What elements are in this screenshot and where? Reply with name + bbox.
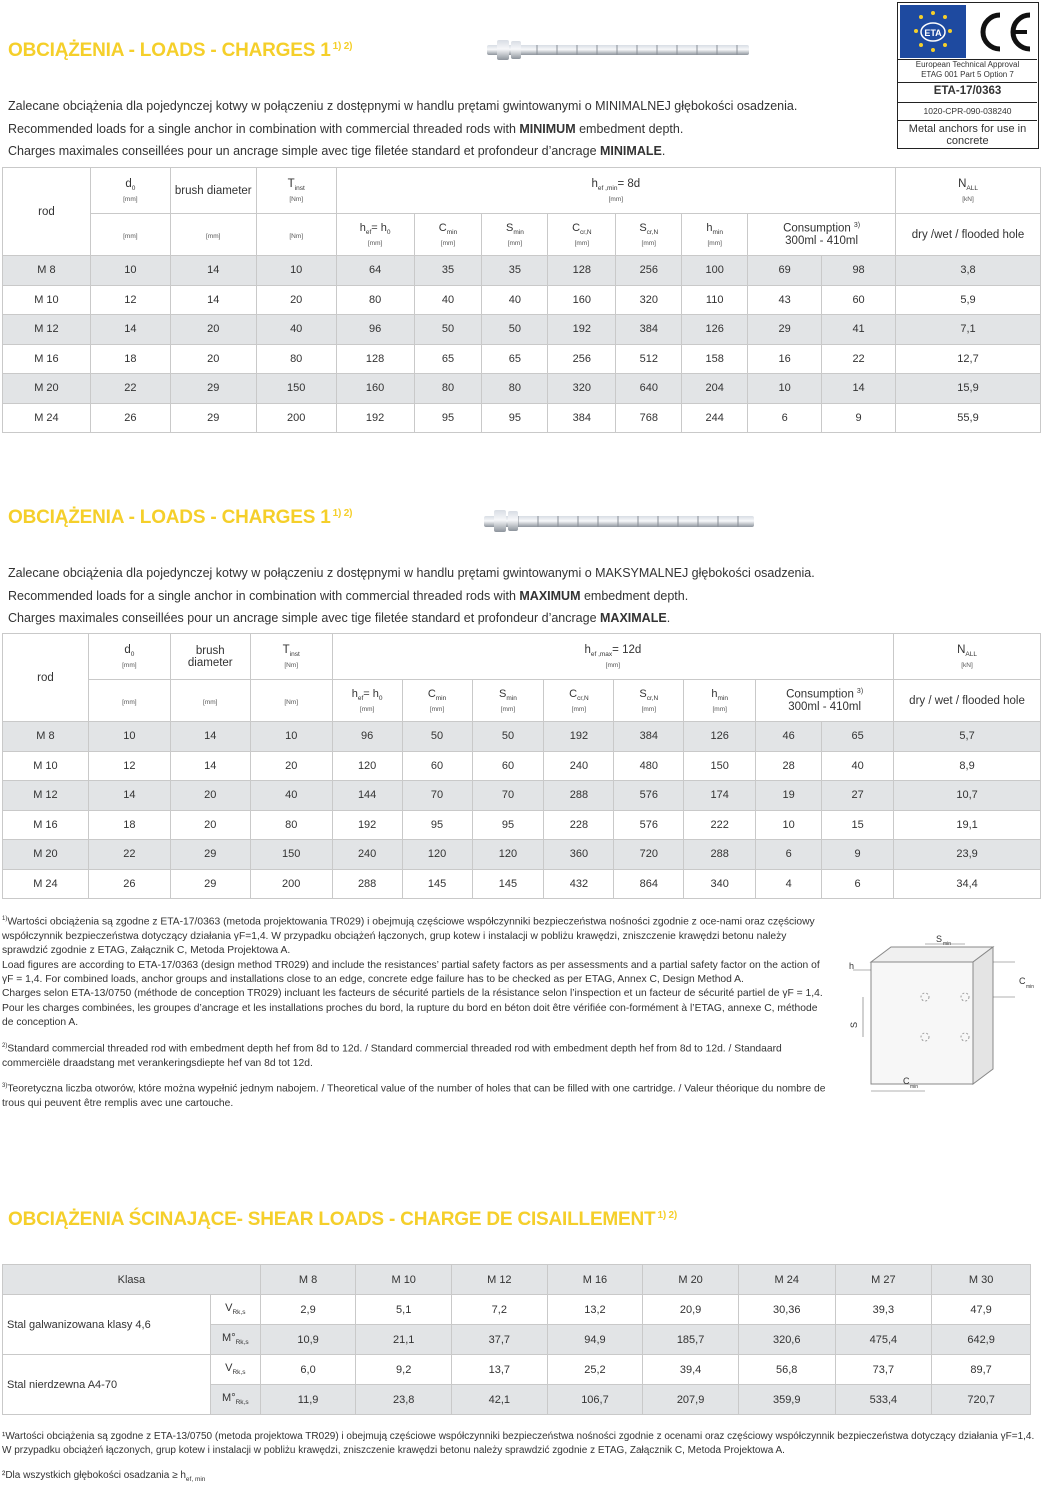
shear-value: 7,2: [452, 1295, 548, 1325]
threaded-rod-image-2: [484, 508, 762, 534]
cell-smin: 145: [472, 869, 544, 899]
cell-nall: 19,1: [894, 810, 1041, 840]
cell-hmin: 174: [684, 781, 756, 811]
intro-pl-2: Zalecane obciążenia dla pojedynczej kotwy w połączeniu z dostępnymi w handlu prętami gwintowanymi o MAKSYMALNEJ głębokości osadzenia.: [8, 566, 815, 580]
cell-rod: M 10: [3, 285, 91, 315]
table-row: [3, 722, 1041, 752]
cell-d0: 12: [88, 751, 170, 781]
cell-rod: M 8: [3, 722, 89, 752]
cell-cmin: 120: [402, 840, 472, 870]
shear-value: 11,9: [260, 1385, 356, 1415]
shear-value: 94,9: [547, 1325, 643, 1355]
header-brush: brush diameter: [170, 168, 256, 214]
header-rod-2: rod: [3, 634, 89, 722]
cell-c300: 10: [748, 374, 822, 404]
header-scrn-2: $S_{cr,N}$ [mm]: [614, 680, 684, 722]
cell-c300: 29: [748, 315, 822, 345]
shear-value: 23,8: [356, 1385, 452, 1415]
cell-hmin: 126: [682, 315, 748, 345]
cell-c410: 41: [822, 315, 896, 345]
shear-value: 5,1: [356, 1295, 452, 1325]
table-row: [3, 344, 1041, 374]
footnotes-shear: [2, 1430, 1042, 1487]
cell-rod: M 20: [3, 840, 89, 870]
intro-pl: Zalecane obciążenia dla pojedynczej kotwy w połączeniu z dostępnymi w handlu prętami gwintowanymi o MINIMALNEJ głębokości osadzenia.: [8, 99, 798, 113]
shear-value: 642,9: [932, 1325, 1031, 1355]
shear-value: 10,9: [260, 1325, 356, 1355]
header-nall: $N_{ALL}$ [kN]: [896, 168, 1041, 214]
shear-value: 47,9: [932, 1295, 1031, 1325]
shear-value: 39,4: [643, 1355, 739, 1385]
cell-tinst: 10: [256, 256, 336, 286]
shear-value: 39,3: [835, 1295, 932, 1325]
intro-fr-2: Charges maximales conseillées pour un ancrage simple avec tige filetée standard et profondeur d’ancrage MAXIMALE.: [8, 611, 671, 625]
header-consumption-2: Consumption $^{3)}$ 300ml - 410ml: [756, 680, 894, 722]
intro-en: Recommended loads for a single anchor in combination with commercial threaded rods with MINIMUM embedment depth.: [8, 121, 684, 136]
cell-scrn: 256: [616, 256, 682, 286]
cell-rod: M 16: [3, 344, 91, 374]
cell-brush: 14: [170, 256, 256, 286]
shear-value: 30,36: [738, 1295, 835, 1325]
cell-brush: 29: [170, 869, 250, 899]
shear-value: 13,7: [452, 1355, 548, 1385]
header-hef: $h_{ef ,min}= 8d$ [mm]: [336, 168, 895, 214]
shear-header-size: M 30: [932, 1265, 1031, 1295]
shear-value: 20,9: [643, 1295, 739, 1325]
cell-smin: 60: [472, 751, 544, 781]
cell-c300: 43: [748, 285, 822, 315]
cell-smin: 80: [482, 374, 548, 404]
cell-d0: 22: [90, 374, 170, 404]
header-hmin-2: $h_{min}$ [mm]: [684, 680, 756, 722]
cell-tinst: 20: [256, 285, 336, 315]
shear-header-size: M 8: [260, 1265, 356, 1295]
cell-scrn: 576: [614, 781, 684, 811]
shear-quantity-label: $V_{Rk,s}$: [210, 1355, 260, 1385]
cell-scrn: 720: [614, 840, 684, 870]
cell-tinst: 40: [250, 781, 332, 811]
cell-ccrn: 384: [548, 403, 616, 433]
cell-hef: 96: [332, 722, 402, 752]
cell-nall: 12,7: [896, 344, 1041, 374]
shear-value: 9,2: [356, 1355, 452, 1385]
footnote-1-pl: $^{1)}$Wartości obciążenia są zgodne z ETA-17/0363 (metoda projektowania TR029) i obejmują częściowe współczynniki bezpieczeństwa nośności zgodnie z oce-nami oraz częściowy współczynnik bezpieczeństwa dotyczący działania γF=1,4. W przypadku obciążeń łączonych, grup kotew i instalacji w pobliżu krawędzi, zniszczenie krawędzi betonu należy sprawdzić zgodnie z ETAG, Załącznik C, Metoda Projektowa A.: [2, 916, 815, 957]
cell-c410: 40: [822, 751, 894, 781]
cell-smin: 50: [482, 315, 548, 345]
shear-value: 42,1: [452, 1385, 548, 1415]
cell-cmin: 95: [414, 403, 482, 433]
cell-rod: M 24: [3, 869, 89, 899]
cell-tinst: 20: [250, 751, 332, 781]
cell-hmin: 110: [682, 285, 748, 315]
cell-nall: 5,7: [894, 722, 1041, 752]
cell-cmin: 40: [414, 285, 482, 315]
shear-value: 25,2: [547, 1355, 643, 1385]
cell-d0: 10: [90, 256, 170, 286]
footnote-2: $^{2)}$Standard commercial threaded rod with embedment depth hef from 8d to 12d. / Standard commercial threaded rod with embedment depth hef from 8d to 12d. / Standaard commerciële draadstang met verankeringsdiepte hef van 8d tot 12d.: [2, 1042, 782, 1069]
cell-ccrn: 160: [548, 285, 616, 315]
header-brush-2: brush diameter: [170, 634, 250, 680]
shear-value: 533,4: [835, 1385, 932, 1415]
cell-scrn: 384: [614, 722, 684, 752]
ce-mark-logo: [970, 7, 1036, 57]
cell-brush: 29: [170, 403, 256, 433]
table-row: [3, 810, 1041, 840]
cell-d0: 14: [88, 781, 170, 811]
section1-title: OBCIĄŻENIA - LOADS - CHARGES 1 $^{1) 2)}$: [8, 40, 353, 61]
cell-c300: 46: [756, 722, 822, 752]
cell-smin: 95: [482, 403, 548, 433]
cell-rod: M 12: [3, 315, 91, 345]
loads-table-min: rod $d_0$ [mm] brush diameter $T_{inst}$ [Nm] $h_{ef ,min}= 8d$ [mm] $N_{ALL}$ [kN] [mm] [mm] [Nm] $h_{ef}= h_0$ [mm] $C_{min}$ [mm] $S_{min}$ [mm] $C_{cr,N}$ [mm] $S_{cr,N}$ [mm] $h_{min}$ [mm] Consumption $^{3)}$ 300ml - 410ml dry /wet / flooded hole M 8 10 14 10 64 35 35 128 256 100 69 98 3,8 M 10 12 14 20 80 40 40 160 320 110 43 60 5,9 M 12 14 20 40 96 50 50 192 384 126 29 41 7,1 M 16 18 20 80 128 65 65 256 512 158 16 22 12,7 M 20 22 29 150 160 80 80 320 640 204 10 14 15,9 M 24 26 29 200 192 95 95 384 768 244 6 9 55,9: [2, 167, 1041, 433]
cell-hef: 144: [332, 781, 402, 811]
shear-header-size: M 27: [835, 1265, 932, 1295]
shear-value: 106,7: [547, 1385, 643, 1415]
cell-hmin: 126: [684, 722, 756, 752]
cell-hmin: 204: [682, 374, 748, 404]
cell-brush: 20: [170, 344, 256, 374]
cell-scrn: 576: [614, 810, 684, 840]
cell-rod: M 20: [3, 374, 91, 404]
shear-footnote-2: ²Dla wszystkich głębokości osadzania ≥ $h_{ef, min}$: [2, 1469, 206, 1483]
cell-hef: 240: [332, 840, 402, 870]
header-hef-h0-2: $h_{ef}= h_0$ [mm]: [332, 680, 402, 722]
table-row: [3, 315, 1041, 345]
cell-scrn: 320: [616, 285, 682, 315]
diagram-cmin-label: C: [1019, 976, 1026, 986]
header-hef-2: $h_{ef ,max}= 12d$ [mm]: [332, 634, 893, 680]
section1-intro: [8, 95, 797, 163]
header-scrn: $S_{cr,N}$ [mm]: [616, 214, 682, 256]
header-d0: $d_0$ [mm]: [90, 168, 170, 214]
cell-nall: 15,9: [896, 374, 1041, 404]
cell-tinst: 10: [250, 722, 332, 752]
cell-brush: 20: [170, 315, 256, 345]
cell-ccrn: 128: [548, 256, 616, 286]
footnote-3: $^{3)}$Teoretyczna liczba otworów, które można wypełnić jednym nabojem. / Theoretical value of the number of holes that can be filled with one cartridge. / Valeur théorique du nombre de trous qui peuvent être remplis avec une cartouche.: [2, 1082, 826, 1109]
header-cmin-2: $C_{min}$ [mm]: [402, 680, 472, 722]
cell-smin: 50: [472, 722, 544, 752]
header-ccrn-2: $C_{cr,N}$ [mm]: [544, 680, 614, 722]
cell-hmin: 158: [682, 344, 748, 374]
table-row: [3, 285, 1041, 315]
cell-nall: 7,1: [896, 315, 1041, 345]
table-row: [3, 781, 1041, 811]
shear-header-size: M 16: [547, 1265, 643, 1295]
cell-rod: M 16: [3, 810, 89, 840]
shear-value: 185,7: [643, 1325, 739, 1355]
cell-smin: 95: [472, 810, 544, 840]
cell-nall: 10,7: [894, 781, 1041, 811]
cell-brush: 14: [170, 751, 250, 781]
shear-value: 89,7: [932, 1355, 1031, 1385]
cell-d0: 12: [90, 285, 170, 315]
cell-scrn: 480: [614, 751, 684, 781]
section2-intro: [8, 562, 815, 630]
cell-hef: 160: [336, 374, 414, 404]
cell-ccrn: 192: [548, 315, 616, 345]
cell-nall: 23,9: [894, 840, 1041, 870]
threaded-rod-image: [487, 38, 757, 62]
eta-certificate: 1020-CPR-090-038240: [923, 106, 1012, 116]
cell-c300: 6: [756, 840, 822, 870]
cell-c410: 6: [822, 869, 894, 899]
svg-text:min: min: [1026, 984, 1035, 990]
cell-smin: 70: [472, 781, 544, 811]
cell-hef: 288: [332, 869, 402, 899]
cell-cmin: 145: [402, 869, 472, 899]
cell-d0: 10: [88, 722, 170, 752]
header-tinst-2: $T_{inst}$ [Nm]: [250, 634, 332, 680]
cell-hmin: 288: [684, 840, 756, 870]
table-row: [3, 869, 1041, 899]
cell-d0: 26: [88, 869, 170, 899]
cell-cmin: 65: [414, 344, 482, 374]
svg-text:min: min: [943, 941, 952, 947]
shear-header-size: M 10: [356, 1265, 452, 1295]
cell-hmin: 340: [684, 869, 756, 899]
shear-header-size: M 12: [452, 1265, 548, 1295]
cell-hef: 192: [332, 810, 402, 840]
edge-distance-diagram: [843, 932, 1042, 1097]
cell-nall: 34,4: [894, 869, 1041, 899]
header-tinst: $T_{inst}$ [Nm]: [256, 168, 336, 214]
header-nall-2: $N_{ALL}$ [kN]: [894, 634, 1041, 680]
cell-hmin: 222: [684, 810, 756, 840]
shear-header-klasa: Klasa: [3, 1265, 261, 1295]
cell-hef: 128: [336, 344, 414, 374]
section2-title: OBCIĄŻENIA - LOADS - CHARGES 1 $^{1) 2)}$: [8, 507, 353, 528]
cell-hef: 192: [336, 403, 414, 433]
intro-fr: Charges maximales conseillées pour un ancrage simple avec tige filetée standard et profondeur d’ancrage MINIMALE.: [8, 144, 666, 158]
cell-ccrn: 288: [544, 781, 614, 811]
shear-quantity-label: $M^\circ_{Rk,s}$: [210, 1385, 260, 1415]
cell-c410: 9: [822, 840, 894, 870]
shear-value: 720,7: [932, 1385, 1031, 1415]
cell-c410: 9: [822, 403, 896, 433]
shear-material: Stal nierdzewna A4-70: [3, 1355, 211, 1415]
eta-number: ETA-17/0363: [933, 85, 1002, 97]
cell-c300: 4: [756, 869, 822, 899]
table-row: [3, 256, 1041, 286]
cell-hef: 120: [332, 751, 402, 781]
cell-tinst: 40: [256, 315, 336, 345]
cell-ccrn: 360: [544, 840, 614, 870]
cell-brush: 14: [170, 722, 250, 752]
table-row: [3, 751, 1041, 781]
cell-brush: 29: [170, 840, 250, 870]
shear-header-size: M 20: [643, 1265, 739, 1295]
shear-loads-table: [2, 1264, 1031, 1415]
cell-tinst: 150: [250, 840, 332, 870]
shear-value: 320,6: [738, 1325, 835, 1355]
header-smin: $S_{min}$ [mm]: [482, 214, 548, 256]
cell-ccrn: 240: [544, 751, 614, 781]
header-hole-2: dry / wet / flooded hole: [894, 680, 1041, 722]
table-row: [3, 374, 1041, 404]
cell-ccrn: 256: [548, 344, 616, 374]
table-row: [3, 403, 1041, 433]
header-ccrn: $C_{cr,N}$ [mm]: [548, 214, 616, 256]
header-hef-h0: $h_{ef}= h_0$ [mm]: [336, 214, 414, 256]
cell-smin: 120: [472, 840, 544, 870]
cell-rod: M 10: [3, 751, 89, 781]
cell-c410: 98: [822, 256, 896, 286]
cell-hef: 96: [336, 315, 414, 345]
cell-nall: 55,9: [896, 403, 1041, 433]
cell-scrn: 384: [616, 315, 682, 345]
cell-hmin: 150: [684, 751, 756, 781]
intro-en-2: Recommended loads for a single anchor in combination with commercial threaded rods with MAXIMUM embedment depth.: [8, 588, 689, 603]
header-consumption: Consumption $^{3)}$ 300ml - 410ml: [748, 214, 896, 256]
cell-hef: 80: [336, 285, 414, 315]
shear-row: [3, 1355, 1031, 1385]
cell-c410: 27: [822, 781, 894, 811]
cell-smin: 35: [482, 256, 548, 286]
cell-c410: 14: [822, 374, 896, 404]
cell-brush: 14: [170, 285, 256, 315]
eta-description: Metal anchors for use in concrete: [908, 123, 1027, 147]
cell-hmin: 100: [682, 256, 748, 286]
cell-tinst: 150: [256, 374, 336, 404]
cell-d0: 14: [90, 315, 170, 345]
cell-cmin: 50: [402, 722, 472, 752]
cell-ccrn: 192: [544, 722, 614, 752]
diagram-smin-label: S: [936, 934, 943, 944]
cell-d0: 18: [88, 810, 170, 840]
cell-brush: 29: [170, 374, 256, 404]
cell-c300: 69: [748, 256, 822, 286]
footnote-1-en: Load figures are according to ETA-17/0363 (design method TR029) and include the resistances’ partial safety factors as per assessments and a partial safety factor on the action of γF = 1,4. For combined loads, anchor groups and installations close to an edge, concrete edge failure has to be checked as per ETAG, Annex C, Design Method A.: [2, 959, 820, 986]
cell-tinst: 200: [256, 403, 336, 433]
section3-title: OBCIĄŻENIA ŚCINAJĄCE- SHEAR LOADS - CHARGE DE CISAILLEMENT $^{1) 2)}$: [8, 1209, 678, 1230]
cell-hmin: 244: [682, 403, 748, 433]
shear-quantity-label: $M^\circ_{Rk,s}$: [210, 1325, 260, 1355]
cell-cmin: 80: [414, 374, 482, 404]
diagram-smin-vertical-label: S: [849, 1021, 859, 1028]
footnotes-loads: [2, 912, 827, 1111]
cell-hef: 64: [336, 256, 414, 286]
shear-value: 207,9: [643, 1385, 739, 1415]
header-smin-2: $S_{min}$ [mm]: [472, 680, 544, 722]
cell-c410: 60: [822, 285, 896, 315]
cell-tinst: 80: [250, 810, 332, 840]
cell-smin: 65: [482, 344, 548, 374]
cell-d0: 18: [90, 344, 170, 374]
cell-d0: 26: [90, 403, 170, 433]
cell-c300: 10: [756, 810, 822, 840]
eta-title: European Technical Approval ETAG 001 Part 5 Option 7: [915, 60, 1020, 79]
cell-ccrn: 228: [544, 810, 614, 840]
table-row: [3, 840, 1041, 870]
cell-nall: 5,9: [896, 285, 1041, 315]
cell-brush: 20: [170, 781, 250, 811]
cell-brush: 20: [170, 810, 250, 840]
cell-rod: M 8: [3, 256, 91, 286]
shear-row: [3, 1295, 1031, 1325]
cell-cmin: 50: [414, 315, 482, 345]
cell-tinst: 80: [256, 344, 336, 374]
cell-c300: 28: [756, 751, 822, 781]
cell-d0: 22: [88, 840, 170, 870]
shear-footnote-1: ¹Wartości obciążenia są zgodne z ETA-13/0750 (metoda projektowa TR029) i obejmują częściowe współczynniki bezpieczeństwa nośności zgodnie z ocenami oraz częściowy współczynnik bezpieczeństwa dotyczący działania γF=1,4. W przypadku obciążeń łączonych, grup kotew i instalacji w pobliżu krawędzi, zniszczenie krawędzi betonu należy sprawdzić zgodnie z ETAG, Załącznik C, Metoda Projektowa A.: [2, 1431, 1035, 1457]
cell-c410: 65: [822, 722, 894, 752]
cell-smin: 40: [482, 285, 548, 315]
header-d0-2: $d_0$ [mm]: [88, 634, 170, 680]
shear-value: 359,9: [738, 1385, 835, 1415]
cell-nall: 3,8: [896, 256, 1041, 286]
eta-flag-logo: [900, 5, 966, 58]
cell-c300: 6: [748, 403, 822, 433]
diagram-cmin-bottom-label: C: [903, 1076, 910, 1086]
cell-cmin: 60: [402, 751, 472, 781]
cell-scrn: 512: [616, 344, 682, 374]
header-rod: rod: [3, 168, 91, 256]
cell-rod: M 12: [3, 781, 89, 811]
cell-c300: 19: [756, 781, 822, 811]
cell-tinst: 200: [250, 869, 332, 899]
cell-cmin: 35: [414, 256, 482, 286]
shear-material: Stal galwanizowana klasy 4,6: [3, 1295, 211, 1355]
shear-value: 6,0: [260, 1355, 356, 1385]
cell-c410: 15: [822, 810, 894, 840]
cell-scrn: 640: [616, 374, 682, 404]
shear-header-size: M 24: [738, 1265, 835, 1295]
diagram-h-label: h: [849, 961, 855, 971]
cell-c300: 16: [748, 344, 822, 374]
header-cmin: $C_{min}$ [mm]: [414, 214, 482, 256]
shear-value: 13,2: [547, 1295, 643, 1325]
loads-table-max: rod $d_0$ [mm] brush diameter $T_{inst}$ [Nm] $h_{ef ,max}= 12d$ [mm] $N_{ALL}$ [kN] [mm] [mm] [Nm] $h_{ef}= h_0$ [mm] $C_{min}$ [mm] $S_{min}$ [mm] $C_{cr,N}$ [mm] $S_{cr,N}$ [mm] $h_{min}$ [mm] Consumption $^{3)}$ 300ml - 410ml dry / wet / flooded hole M 8 10 14 10 96 50 50 192 384 126 46 65 5,7 M 10 12 14 20 120 60 60 240 480 150 28 40 8,9 M 12 14 20 40 144 70 70 288 576 174 19 27 10,7 M 16 18 20 80 192 95 95 228 576 222 10 15 19,1 M 20 22 29 150 240 120 120 360 720 288 6 9 23,9 M 24 26 29 200 288 145 145 432 864 340 4 6 34,4: [2, 633, 1041, 899]
cell-scrn: 864: [614, 869, 684, 899]
shear-value: 475,4: [835, 1325, 932, 1355]
svg-text:min: min: [910, 1084, 919, 1090]
cell-ccrn: 432: [544, 869, 614, 899]
cell-scrn: 768: [616, 403, 682, 433]
shear-value: 56,8: [738, 1355, 835, 1385]
header-hmin: $h_{min}$ [mm]: [682, 214, 748, 256]
footnote-1-fr: Charges selon ETA-13/0750 (méthode de conception TR029) incluant les facteurs de sécurité partiels de la résistance selon l’inspection et un facteur de sécurité partiel de γF = 1,4. Pour les charges combinées, les groupes d’ancrage et les installations proches du bord, la rupture du bord en béton doit être vérifiée con-formément à l’ETAG, annexe C, méthode de conception A.: [2, 988, 823, 1029]
cell-c410: 22: [822, 344, 896, 374]
shear-quantity-label: $V_{Rk,s}$: [210, 1295, 260, 1325]
cell-cmin: 95: [402, 810, 472, 840]
shear-value: 21,1: [356, 1325, 452, 1355]
shear-value: 2,9: [260, 1295, 356, 1325]
cell-nall: 8,9: [894, 751, 1041, 781]
shear-value: 37,7: [452, 1325, 548, 1355]
cell-cmin: 70: [402, 781, 472, 811]
cell-rod: M 24: [3, 403, 91, 433]
svg-text:ETA: ETA: [924, 28, 942, 38]
eta-approval-badge: [897, 2, 1039, 149]
header-hole: dry /wet / flooded hole: [896, 214, 1041, 256]
shear-value: 73,7: [835, 1355, 932, 1385]
cell-ccrn: 320: [548, 374, 616, 404]
